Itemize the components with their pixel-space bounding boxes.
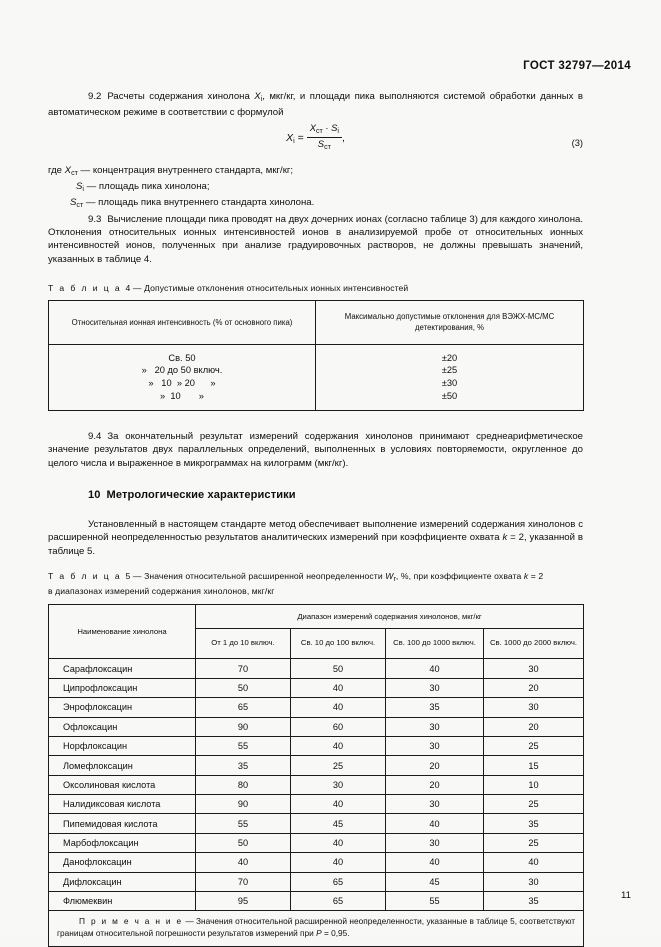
standard-header: ГОСТ 32797—2014 xyxy=(523,60,631,72)
table-5-caption-part1: Значения относительной расширенной неопределенности xyxy=(144,570,386,581)
where-item-2 xyxy=(48,196,583,212)
table-5-row-11-name: Дифлоксацин xyxy=(49,872,196,891)
formula-3-number: (3) xyxy=(571,137,583,148)
table-5-header-range-2: Св. 100 до 1000 включ. xyxy=(386,628,484,659)
table-row xyxy=(49,872,584,891)
table-5-row-9-value-2: 30 xyxy=(386,833,484,852)
table-5-row-1-value-3: 20 xyxy=(484,678,584,697)
table-4-caption-number: 4 xyxy=(125,282,131,293)
clause-9-3 xyxy=(48,213,583,266)
table-5-header-name: Наименование хинолона xyxy=(49,604,196,659)
where-item-2-symbol: S xyxy=(70,197,77,209)
clause-9-2-variable-sub: i xyxy=(260,94,263,103)
table-5-header-range-3: Св. 1000 до 2000 включ. xyxy=(484,628,584,659)
table-5-row-11-value-1: 65 xyxy=(291,872,386,891)
table-5 xyxy=(48,604,584,947)
table-5-note-part2: = 0,95. xyxy=(321,927,350,938)
table-5-row-7-value-0: 90 xyxy=(196,795,291,814)
table-5-row-5-name: Ломефлоксацин xyxy=(49,756,196,775)
table-5-row-10-value-3: 40 xyxy=(484,853,584,872)
table-5-caption-dash: — xyxy=(130,570,145,581)
where-item-0-symbol: X xyxy=(64,164,72,176)
table-4-row-0-deviation: ±20 xyxy=(441,352,458,363)
table-5-row-1-value-1: 40 xyxy=(291,678,386,697)
table-5-row-2-name: Энрофлоксацин xyxy=(49,698,196,717)
where-item-0-desc: концентрация внутреннего стандарта, мкг/кг; xyxy=(92,164,294,176)
table-4-caption xyxy=(48,282,583,294)
section-10-paragraph-part2: = 2, указанной в таблице 5. xyxy=(48,532,583,557)
where-item-2-desc: площадь пика внутреннего стандарта хинолона. xyxy=(98,197,315,209)
table-5-row-4-value-3: 25 xyxy=(484,736,584,755)
table-row xyxy=(49,814,584,833)
table-4-row-1-deviation: ±25 xyxy=(441,365,458,376)
table-5-row-11-value-3: 30 xyxy=(484,872,584,891)
table-5-row-8-value-0: 55 xyxy=(196,814,291,833)
table-4-header-deviation: Максимально допустимые отклонения для ВЭЖХ-МС/МС детектирования, % xyxy=(316,300,584,344)
table-row xyxy=(49,698,584,717)
table-row xyxy=(49,678,584,697)
table-5-row-6-value-3: 10 xyxy=(484,775,584,794)
clause-9-2-number: 9.2 xyxy=(88,91,102,102)
table-4-body-row xyxy=(49,344,584,410)
table-5-header-span: Диапазон измерений содержания хинолонов, мкг/кг xyxy=(196,604,584,628)
table-5-row-0-value-2: 40 xyxy=(386,659,484,678)
formula-denominator xyxy=(307,138,342,152)
table-4-header-row xyxy=(49,300,584,344)
table-5-row-7-value-1: 40 xyxy=(291,795,386,814)
table-5-row-11-value-2: 45 xyxy=(386,872,484,891)
table-5-header-range-0: От 1 до 10 включ. xyxy=(196,628,291,659)
table-4-caption-title: Допустимые отклонения относительных ионных интенсивностей xyxy=(144,282,409,293)
table-row xyxy=(49,736,584,755)
table-5-caption-number: 5 xyxy=(125,570,131,581)
where-item-1-symbol: S xyxy=(76,180,83,192)
table-5-row-2-value-2: 35 xyxy=(386,698,484,717)
where-item-0 xyxy=(48,164,583,180)
table-5-row-7-name: Налидиксовая кислота xyxy=(49,795,196,814)
table-5-caption-part2: , %, при коэффициенте охвата xyxy=(395,570,524,581)
table-5-row-6-name: Оксолиновая кислота xyxy=(49,775,196,794)
table-5-row-3-value-0: 90 xyxy=(196,717,291,736)
formula-lhs: X xyxy=(286,131,294,144)
clause-9-2-text-after: , мкг/кг, и площади пика выполняются системой обработки данных в автоматическом режиме в соответствии с формулой xyxy=(48,91,583,119)
table-5-note-dash: — xyxy=(182,916,197,927)
table-5-row-0-value-1: 50 xyxy=(291,659,386,678)
table-5-row-7-value-3: 25 xyxy=(484,795,584,814)
table-5-row-8-name: Пипемидовая кислота xyxy=(49,814,196,833)
table-5-row-11-value-0: 70 xyxy=(196,872,291,891)
table-5-row-12-value-1: 65 xyxy=(291,891,386,910)
table-5-caption-w-sub: r xyxy=(393,574,396,583)
table-5-row-12-name: Флюмеквин xyxy=(49,891,196,910)
table-5-row-1-value-0: 50 xyxy=(196,678,291,697)
table-5-row-0-name: Сарафлоксацин xyxy=(49,659,196,678)
formula-3 xyxy=(48,121,583,153)
clause-9-4-number: 9.4 xyxy=(88,431,102,443)
table-row xyxy=(49,833,584,852)
formula-numerator-a: X xyxy=(309,121,316,133)
formula-numerator-b: S xyxy=(331,121,338,133)
formula-numerator xyxy=(307,123,342,138)
section-10-paragraph-k: k xyxy=(502,532,508,544)
clause-9-2 xyxy=(48,90,583,120)
section-10-heading xyxy=(48,489,583,501)
formula-numerator-dot: · xyxy=(322,121,332,133)
table-5-row-10-value-1: 40 xyxy=(291,853,386,872)
table-row xyxy=(49,891,584,910)
table-4-caption-dash: — xyxy=(130,282,145,293)
section-10-number: 10 xyxy=(88,489,101,502)
table-5-row-8-value-2: 40 xyxy=(386,814,484,833)
table-row xyxy=(49,756,584,775)
table-5-caption-line2: в диапазонах измерений содержания хинолонов, мкг/кг xyxy=(48,585,275,596)
page-content xyxy=(48,0,583,947)
table-5-caption xyxy=(48,570,583,597)
table-5-row-9-value-0: 50 xyxy=(196,833,291,852)
formula-trailing-comma: , xyxy=(341,131,345,144)
formula-numerator-b-sub: i xyxy=(337,126,339,135)
where-item-1 xyxy=(48,180,583,196)
table-5-row-10-value-0: 40 xyxy=(196,853,291,872)
table-5-note-part1: Значения относительной расширенной неопределенности, указанные в таблице 5, соответствуют границам относительной погрешности результатов измерений при xyxy=(57,916,576,938)
table-row xyxy=(49,659,584,678)
clause-9-4-text: За окончательный результат измерений содержания хинолонов принимают среднеарифметическое значение результатов двух параллельных определений, выполненных в условиях повторяемости, округленное до целого числа и выраженное в микрограммах на килограмм (мкг/кг). xyxy=(48,431,583,469)
where-lead: где xyxy=(48,164,65,176)
clause-9-2-variable: X xyxy=(254,91,261,102)
table-5-row-0-value-3: 30 xyxy=(484,659,584,678)
clause-9-3-text: Вычисление площади пика проводят на двух дочерних ионах (согласно таблице 3) для каждого хинолона. Отклонения относительных ионных интенсивностей ионов в анализируемой пробе от относительных ионных интенсивностей ионов, полученных при анализе градуировочных растворов, не должны превышать значений, указанных в таблице 4. xyxy=(48,213,583,265)
table-5-note-p: P xyxy=(316,927,322,938)
where-item-0-sub: ст xyxy=(71,168,78,177)
where-list xyxy=(48,164,583,213)
table-4-caption-label: Т а б л и ц а xyxy=(48,282,122,293)
table-5-row-5-value-3: 15 xyxy=(484,756,584,775)
table-4 xyxy=(48,300,584,411)
table-5-caption-k: k xyxy=(523,570,529,581)
table-5-caption-w: W xyxy=(385,570,394,581)
table-row xyxy=(49,853,584,872)
table-5-row-3-value-1: 60 xyxy=(291,717,386,736)
table-5-row-5-value-0: 35 xyxy=(196,756,291,775)
table-4-row-2-deviation: ±30 xyxy=(441,377,458,388)
clause-9-2-text-before: Расчеты содержания хинолона xyxy=(107,91,255,102)
table-5-header-range-1: Св. 10 до 100 включ. xyxy=(291,628,386,659)
clause-9-4 xyxy=(48,430,583,470)
table-5-row-12-value-3: 35 xyxy=(484,891,584,910)
table-row xyxy=(49,775,584,794)
formula-denominator-sym: S xyxy=(317,137,325,149)
table-5-row-9-value-1: 40 xyxy=(291,833,386,852)
table-5-row-12-value-0: 95 xyxy=(196,891,291,910)
table-4-row-0-intensity: Св. 50 xyxy=(168,352,196,363)
table-5-row-3-value-3: 20 xyxy=(484,717,584,736)
table-5-row-2-value-1: 40 xyxy=(291,698,386,717)
table-5-row-2-value-3: 30 xyxy=(484,698,584,717)
table-4-row-3-intensity: » 10 » xyxy=(160,390,204,401)
clause-9-3-number: 9.3 xyxy=(88,213,102,225)
table-4-row-1-intensity: » 20 до 50 включ. xyxy=(141,365,223,376)
where-item-1-sub: i xyxy=(82,184,84,193)
table-5-row-4-value-1: 40 xyxy=(291,736,386,755)
table-5-note-row xyxy=(49,911,584,946)
table-5-row-2-value-0: 65 xyxy=(196,698,291,717)
table-5-row-3-value-2: 30 xyxy=(386,717,484,736)
where-item-1-dash: — xyxy=(83,180,99,192)
formula-lhs-sub: i xyxy=(293,136,295,145)
table-5-row-6-value-0: 80 xyxy=(196,775,291,794)
table-5-row-10-name: Данофлоксацин xyxy=(49,853,196,872)
table-5-row-12-value-2: 55 xyxy=(386,891,484,910)
table-5-row-9-value-3: 25 xyxy=(484,833,584,852)
table-5-row-0-value-0: 70 xyxy=(196,659,291,678)
table-5-row-6-value-2: 20 xyxy=(386,775,484,794)
formula-3-row xyxy=(48,121,583,164)
formula-fraction xyxy=(307,123,342,152)
section-10-title: Метрологические характеристики xyxy=(106,489,296,502)
table-5-note xyxy=(49,911,584,946)
where-item-2-sub: ст xyxy=(76,201,84,210)
table-5-row-1-value-2: 30 xyxy=(386,678,484,697)
table-4-intensity-levels xyxy=(49,344,316,410)
where-item-0-dash: — xyxy=(77,164,93,176)
where-item-1-desc: площадь пика хинолона; xyxy=(98,180,210,192)
table-4-row-2-intensity: » 10 » 20 » xyxy=(148,377,216,388)
section-10-paragraph-part1: Установленный в настоящем стандарте метод обеспечивает выполнение измерений содержания хинолонов с расширенной неопределенностью результатов аналитических измерений при коэффициенте охвата xyxy=(48,519,583,544)
table-5-header-row-1 xyxy=(49,604,584,628)
where-item-2-dash: — xyxy=(83,197,99,209)
formula-equals: = xyxy=(297,131,304,144)
table-4-header-intensity: Относительная ионная интенсивность (% от основного пика) xyxy=(49,300,316,344)
table-5-row-10-value-2: 40 xyxy=(386,853,484,872)
table-4-row-3-deviation: ±50 xyxy=(441,390,458,401)
table-5-row-1-name: Ципрофлоксацин xyxy=(49,678,196,697)
section-10-paragraph xyxy=(48,518,583,558)
table-row xyxy=(49,795,584,814)
table-5-row-8-value-3: 35 xyxy=(484,814,584,833)
table-5-row-4-value-2: 30 xyxy=(386,736,484,755)
formula-numerator-a-sub: ст xyxy=(315,126,323,135)
table-5-row-9-name: Марбофлоксацин xyxy=(49,833,196,852)
table-4-deviation-values xyxy=(316,344,584,410)
table-5-row-4-value-0: 55 xyxy=(196,736,291,755)
table-row xyxy=(49,717,584,736)
table-5-row-7-value-2: 30 xyxy=(386,795,484,814)
table-5-row-8-value-1: 45 xyxy=(291,814,386,833)
table-5-caption-label: Т а б л и ц а xyxy=(48,570,122,581)
table-5-caption-part3: = 2 xyxy=(528,570,544,581)
formula-denominator-sub: ст xyxy=(324,142,331,151)
table-5-note-label: П р и м е ч а н и е xyxy=(79,916,183,927)
table-5-row-5-value-1: 25 xyxy=(291,756,386,775)
table-5-row-4-name: Норфлоксацин xyxy=(49,736,196,755)
table-5-row-6-value-1: 30 xyxy=(291,775,386,794)
table-5-row-3-name: Офлоксацин xyxy=(49,717,196,736)
page-number: 11 xyxy=(621,890,631,901)
table-5-row-5-value-2: 20 xyxy=(386,756,484,775)
